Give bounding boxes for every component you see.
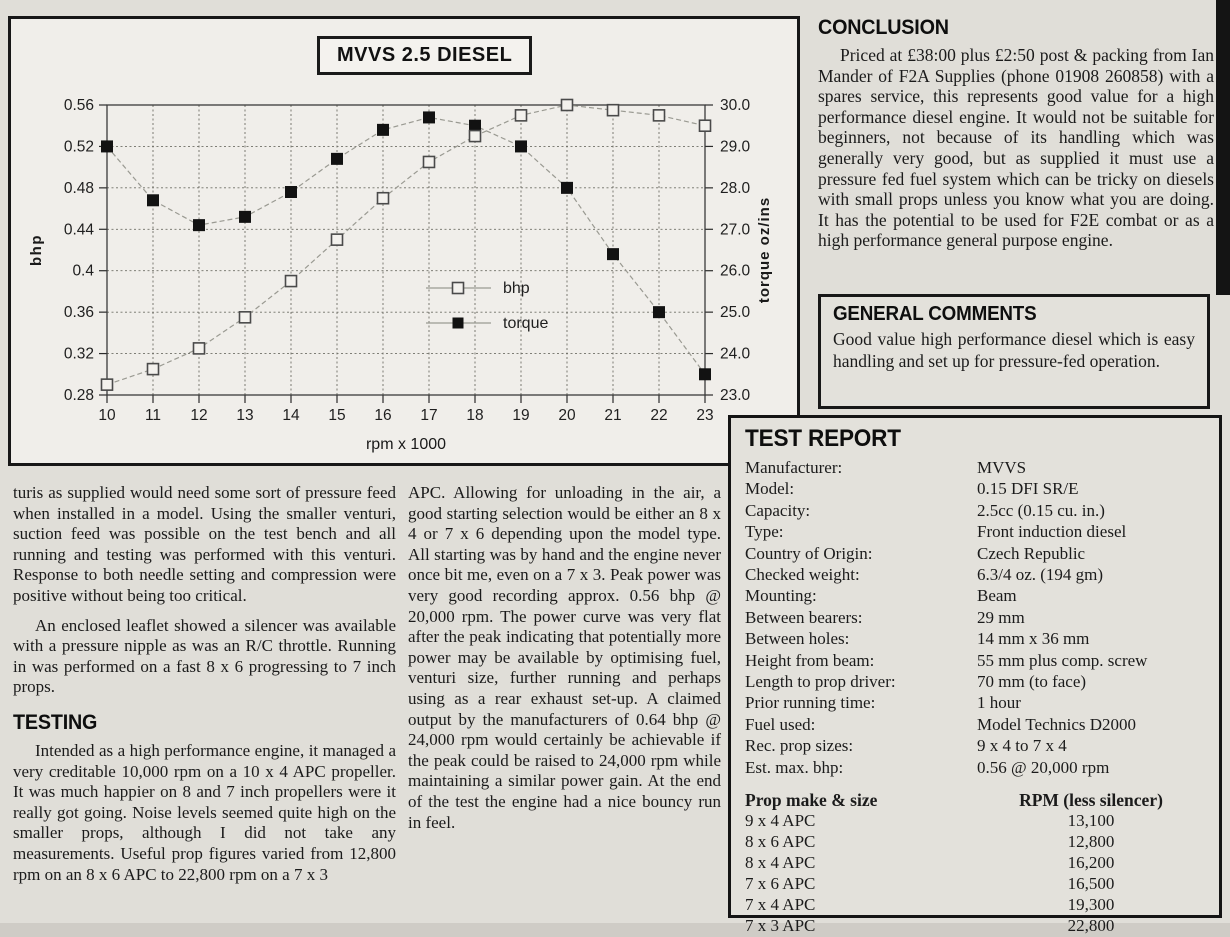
chart-panel bbox=[8, 16, 800, 466]
spec-value: 14 mm x 36 mm bbox=[977, 629, 1090, 649]
spec-label: Capacity: bbox=[745, 500, 811, 520]
left-axis-tick: 0.48 bbox=[63, 179, 94, 197]
x-axis-tick: 17 bbox=[420, 407, 438, 424]
spec-value: Model Technics D2000 bbox=[977, 714, 1137, 734]
bhp-data-point bbox=[470, 131, 481, 142]
bhp-data-point bbox=[194, 343, 205, 354]
spec-label: Rec. prop sizes: bbox=[745, 736, 854, 756]
torque-data-point bbox=[378, 124, 389, 135]
prop-row bbox=[745, 874, 1205, 895]
bhp-data-point bbox=[148, 364, 159, 375]
prop-size: 7 x 6 APC bbox=[745, 873, 816, 893]
spec-label: Prior running time: bbox=[745, 693, 876, 713]
right-axis-tick: 25.0 bbox=[720, 304, 751, 322]
x-axis-tick: 11 bbox=[144, 407, 162, 424]
spec-label: Fuel used: bbox=[745, 714, 816, 734]
spec-row bbox=[745, 585, 1205, 606]
conclusion-section bbox=[818, 16, 1214, 260]
article-column-left bbox=[13, 483, 396, 894]
torque-data-point bbox=[654, 307, 665, 318]
bhp-data-point bbox=[608, 105, 619, 116]
legend-label-bhp: bhp bbox=[503, 280, 530, 297]
prop-size: 9 x 4 APC bbox=[745, 811, 816, 831]
spec-row bbox=[745, 500, 1205, 521]
left-axis-tick: 0.4 bbox=[72, 262, 94, 280]
right-axis-tick: 24.0 bbox=[720, 345, 751, 363]
torque-data-point bbox=[102, 141, 113, 152]
spec-value: 55 mm plus comp. screw bbox=[977, 650, 1148, 670]
prop-rpm: 13,100 bbox=[1067, 811, 1115, 831]
x-axis-tick: 18 bbox=[466, 407, 484, 424]
article-paragraph: turis as supplied would need some sort of pressure feed when installed in a model. Using the smaller venturi, suction feed was possible on the test bench and all running and testing was performed with this venturi. Response to both needle setting and compression were positive without being too critical. bbox=[13, 483, 396, 605]
engine-performance-chart bbox=[11, 19, 797, 463]
spec-value: 0.15 DFI SR/E bbox=[977, 479, 1079, 499]
rpm-col-header: RPM (less silencer) bbox=[1019, 790, 1163, 811]
article-paragraph: An enclosed leaflet showed a silencer was available with a pressure nipple as was an R/C throttle. Running in was performed on a fast 8 x 6 progressing to 7 inch props. bbox=[13, 615, 396, 697]
bhp-data-point bbox=[562, 100, 573, 111]
general-comments-text: Good value high performance diesel which is easy handling and set up for pressure-fed operation. bbox=[833, 329, 1195, 371]
prop-col-header: Prop make & size bbox=[745, 790, 878, 811]
legend-label-torque: torque bbox=[503, 315, 549, 332]
left-axis-tick: 0.32 bbox=[63, 345, 94, 363]
spec-row bbox=[745, 671, 1205, 692]
left-axis-tick: 0.56 bbox=[63, 97, 94, 114]
torque-data-point bbox=[424, 112, 435, 123]
spec-row bbox=[745, 543, 1205, 564]
prop-size: 8 x 6 APC bbox=[745, 832, 816, 851]
x-axis-tick: 13 bbox=[236, 407, 254, 424]
gridlines bbox=[64, 97, 751, 424]
prop-row bbox=[745, 811, 1205, 832]
legend-torque-marker bbox=[453, 318, 464, 329]
right-axis-tick: 29.0 bbox=[720, 138, 751, 156]
left-axis-tick: 0.44 bbox=[63, 221, 94, 239]
testing-heading: TESTING bbox=[13, 710, 98, 734]
torque-data-point bbox=[286, 187, 297, 198]
prop-size: 7 x 3 APC bbox=[745, 915, 816, 935]
spec-label: Length to prop driver: bbox=[745, 672, 896, 692]
prop-row bbox=[745, 853, 1205, 874]
bhp-data-point bbox=[424, 156, 435, 167]
prop-rpm: 22,800 bbox=[1067, 915, 1115, 935]
spec-row bbox=[745, 735, 1205, 756]
spec-value: MVVS bbox=[977, 458, 1027, 477]
prop-size: 7 x 4 APC bbox=[745, 894, 816, 914]
x-axis-tick: 14 bbox=[282, 407, 300, 424]
x-axis-tick: 23 bbox=[696, 407, 714, 424]
bhp-data-point bbox=[378, 193, 389, 204]
prop-size: 8 x 4 APC bbox=[745, 852, 816, 872]
right-axis-tick: 26.0 bbox=[720, 262, 751, 280]
x-axis-label: rpm x 1000 bbox=[365, 436, 447, 453]
left-axis-tick: 0.28 bbox=[63, 387, 94, 404]
bhp-data-point bbox=[700, 120, 711, 131]
bhp-data-point bbox=[102, 379, 113, 390]
spec-row bbox=[745, 564, 1205, 585]
article-paragraph: Intended as a high performance engine, it managed a very creditable 10,000 rpm on a 10 x 4 APC propeller. It was much happier on 8 and 7 inch propellers were it really got going. Noise levels seemed quite high on the smaller props, although I did not take any measurements. Useful prop figures varied from 12,800 rpm on an 8 x 6 APC to 22,800 rpm on a 7 x 3 bbox=[13, 740, 396, 884]
spec-row bbox=[745, 628, 1205, 649]
x-axis-tick: 10 bbox=[98, 407, 116, 424]
x-axis-tick: 15 bbox=[328, 407, 346, 424]
spec-label: Checked weight: bbox=[745, 565, 860, 585]
spec-label: Between bearers: bbox=[745, 607, 863, 627]
spec-label: Type: bbox=[745, 522, 784, 542]
spec-value: Front induction diesel bbox=[977, 522, 1127, 542]
spec-label: Between holes: bbox=[745, 629, 850, 649]
prop-rpm: 19,300 bbox=[1067, 894, 1115, 914]
spec-value: 0.56 @ 20,000 rpm bbox=[977, 757, 1110, 777]
torque-data-point bbox=[608, 249, 619, 260]
spec-row bbox=[745, 521, 1205, 542]
prop-rpm: 16,500 bbox=[1067, 873, 1115, 893]
bhp-data-point bbox=[516, 110, 527, 121]
torque-data-point bbox=[470, 120, 481, 131]
x-axis-tick: 16 bbox=[374, 407, 392, 424]
prop-rpm: 12,800 bbox=[1067, 832, 1115, 851]
torque-data-point bbox=[700, 369, 711, 380]
spec-value: 9 x 4 to 7 x 4 bbox=[977, 736, 1067, 756]
prop-row bbox=[745, 895, 1205, 916]
prop-row bbox=[745, 916, 1205, 937]
spec-label: Model: bbox=[745, 479, 795, 499]
torque-data-point bbox=[194, 220, 205, 231]
x-axis-tick: 12 bbox=[190, 407, 208, 424]
spec-row bbox=[745, 478, 1205, 499]
spec-value: 70 mm (to face) bbox=[977, 672, 1087, 692]
spec-row bbox=[745, 650, 1205, 671]
torque-data-point bbox=[148, 195, 159, 206]
spec-row bbox=[745, 692, 1205, 713]
spec-row bbox=[745, 714, 1205, 735]
spec-label: Manufacturer: bbox=[745, 458, 843, 477]
article-paragraph: APC. Allowing for unloading in the air, a good starting selection would be either an 8 x 4 or 7 x 6 depending upon the model type. All starting was by hand and the engine never once bit me, even on a 7 x 3. Peak power was very good recording approx. 0.56 bhp @ 20,000 rpm. The power curve was very flat after the peak indicating that potentially more power may be available by optimising fuel, venturi size, further running and perhaps using as a rear exhaust set-up. A claimed output by the manufacturers of 0.64 bhp @ 24,000 rpm would certainly be achievable if the peak could be raised to 24,000 rpm while maintaining a similar power gain. At the end of the test the engine had a nice bouncy run in feel. bbox=[408, 483, 721, 832]
spec-value: 6.3/4 oz. (194 gm) bbox=[977, 565, 1104, 585]
bhp-data-point bbox=[332, 234, 343, 245]
conclusion-heading: CONCLUSION bbox=[818, 16, 949, 39]
torque-data-point bbox=[562, 182, 573, 193]
chart-title-box bbox=[317, 36, 532, 75]
left-axis-tick: 0.52 bbox=[63, 138, 94, 156]
spec-row bbox=[745, 757, 1205, 778]
chart-title: MVVS 2.5 DIESEL bbox=[337, 44, 513, 66]
prop-table-body bbox=[745, 811, 1205, 936]
test-report-heading: TEST REPORT bbox=[745, 425, 901, 452]
prop-table-header bbox=[745, 789, 1205, 811]
spec-value: 29 mm bbox=[977, 607, 1025, 627]
spec-row bbox=[745, 457, 1205, 478]
series-torque bbox=[102, 112, 711, 380]
bhp-data-point bbox=[240, 312, 251, 323]
x-axis-tick: 22 bbox=[650, 407, 668, 424]
prop-row bbox=[745, 832, 1205, 853]
conclusion-paragraph: Priced at £38:00 plus £2:50 post & packing from Ian Mander of F2A Supplies (phone 01908 260858) with a spares service, this represents good value for a high performance diesel engine. It would not be suitable for beginners, not because of its handling which was generally very good, but as supplied it must use a pressure fed fuel system which can be tricky on diesels with small props unless you know what you are doing. It has the potential to be used for F2E combat or as a high performance general purpose engine. bbox=[818, 45, 1214, 251]
right-axis-tick: 23.0 bbox=[720, 387, 751, 404]
prop-rpm: 16,200 bbox=[1067, 852, 1115, 872]
torque-data-point bbox=[332, 153, 343, 164]
spec-label: Mounting: bbox=[745, 586, 817, 606]
legend-bhp-marker bbox=[453, 283, 464, 294]
test-report-box bbox=[728, 415, 1222, 935]
x-axis-tick: 21 bbox=[604, 407, 622, 424]
spec-label: Country of Origin: bbox=[745, 543, 873, 563]
right-axis-tick: 28.0 bbox=[720, 179, 751, 197]
spec-value: 2.5cc (0.15 cu. in.) bbox=[977, 500, 1105, 520]
general-comments-box bbox=[818, 294, 1210, 409]
x-axis-tick: 19 bbox=[512, 407, 530, 424]
torque-data-point bbox=[516, 141, 527, 152]
series-bhp bbox=[102, 100, 711, 391]
article-column-middle bbox=[408, 483, 721, 842]
left-axis-tick: 0.36 bbox=[63, 304, 94, 322]
page-edge-scan-bar bbox=[1216, 0, 1230, 295]
spec-label: Height from beam: bbox=[745, 650, 875, 670]
bhp-data-point bbox=[286, 276, 297, 287]
bhp-data-point bbox=[654, 110, 665, 121]
spec-value: Czech Republic bbox=[977, 543, 1086, 563]
torque-data-point bbox=[240, 211, 251, 222]
spec-list bbox=[745, 457, 1205, 778]
right-axis-tick: 27.0 bbox=[720, 221, 751, 239]
spec-value: Beam bbox=[977, 586, 1017, 606]
legend bbox=[426, 280, 548, 332]
spec-row bbox=[745, 607, 1205, 628]
right-axis-label: torque oz/ins bbox=[756, 196, 773, 304]
x-axis-tick: 20 bbox=[558, 407, 576, 424]
general-comments-heading: GENERAL COMMENTS bbox=[833, 303, 1037, 325]
left-axis-label: bhp bbox=[28, 234, 45, 266]
spec-label: Est. max. bhp: bbox=[745, 757, 844, 777]
right-axis-tick: 30.0 bbox=[720, 97, 751, 114]
spec-value: 1 hour bbox=[977, 693, 1021, 713]
